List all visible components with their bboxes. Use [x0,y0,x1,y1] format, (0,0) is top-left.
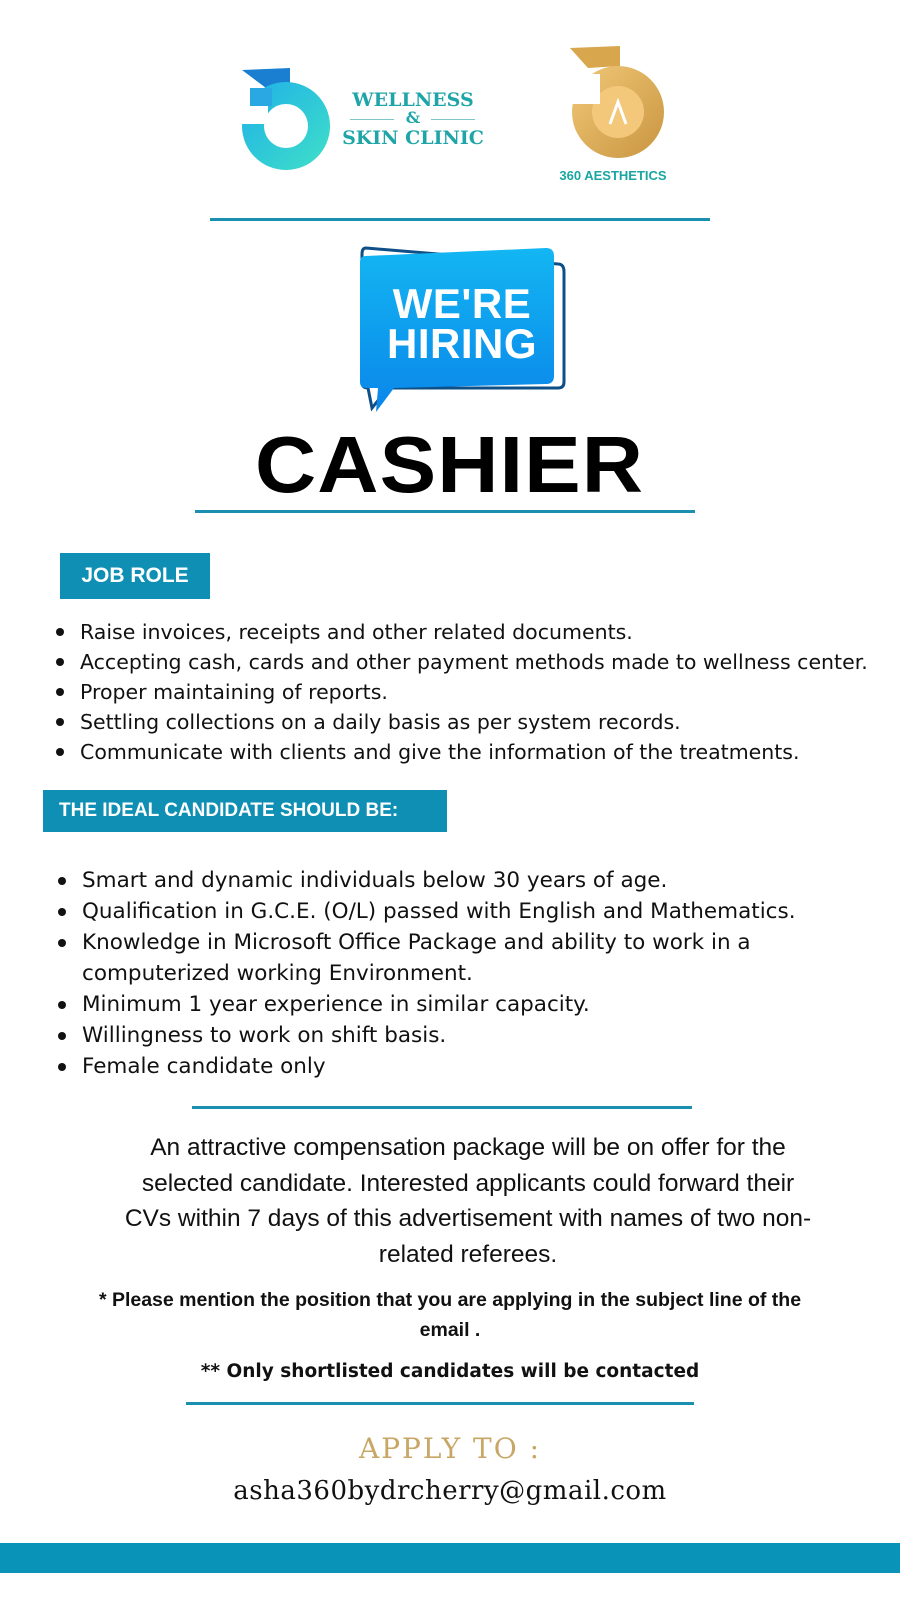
list-item: Accepting cash, cards and other payment methods made to wellness center. [54,647,900,677]
badge-line1: WE'RE [392,280,532,327]
compensation-paragraph: An attractive compensation package will be on offer for the selected candidate. Interested applicants could forward their CVs within 7 days of this advertisement with names of two non-related referees. [124,1134,812,1268]
logo-divider [431,119,475,120]
list-item: Willingness to work on shift basis. [56,1020,856,1051]
list-item: Minimum 1 year experience in similar capacity. [56,989,856,1020]
wellness-logo-amp: & [405,108,421,127]
apply-email-link[interactable]: asha360bydrcherry@gmail.com [233,1476,667,1506]
list-item: Raise invoices, receipts and other related documents. [54,617,900,647]
position-title-text: CASHIER [255,420,645,509]
wellness-logo-line2: SKIN CLINIC [342,127,484,149]
wellness-clinic-logo [228,62,488,182]
shortlist-note: ** Only shortlisted candidates will be contacted [200,1361,700,1382]
divider-line [195,510,695,513]
job-role-list [54,617,900,767]
aesthetics-360-mark-icon [548,44,678,164]
list-item: Female candidate only [56,1051,856,1082]
list-item: Qualification in G.C.E. (O/L) passed with English and Mathematics. [56,896,856,927]
wellness-logo-line1: WELLNESS [352,89,474,111]
hiring-badge [358,246,582,416]
list-item: Smart and dynamic individuals below 30 years of age. [56,865,856,896]
job-role-heading: JOB ROLE [60,553,210,599]
divider-line [186,1402,694,1405]
divider-line [192,1106,692,1109]
subject-line-note: * Please mention the position that you are applying in the subject line of the email . [98,1289,802,1341]
list-item: Proper maintaining of reports. [54,677,900,707]
ideal-candidate-list [56,865,856,1082]
footer-bar [0,1543,900,1573]
badge-line2: HIRING [387,320,537,367]
ideal-candidate-heading: THE IDEAL CANDIDATE SHOULD BE: [43,790,447,832]
apply-to-label: APPLY TO : [358,1432,542,1465]
divider-line [210,218,710,221]
position-title [0,420,900,510]
list-item: Communicate with clients and give the information of the treatments. [54,737,900,767]
aesthetics-logo-caption: 360 AESTHETICS [559,168,667,183]
wellness-360-mark-icon [228,62,338,182]
list-item: Settling collections on a daily basis as per system records. [54,707,900,737]
list-item: Knowledge in Microsoft Office Package and ability to work in a computerized working Environment. [56,927,856,989]
aesthetics-logo [548,44,678,186]
